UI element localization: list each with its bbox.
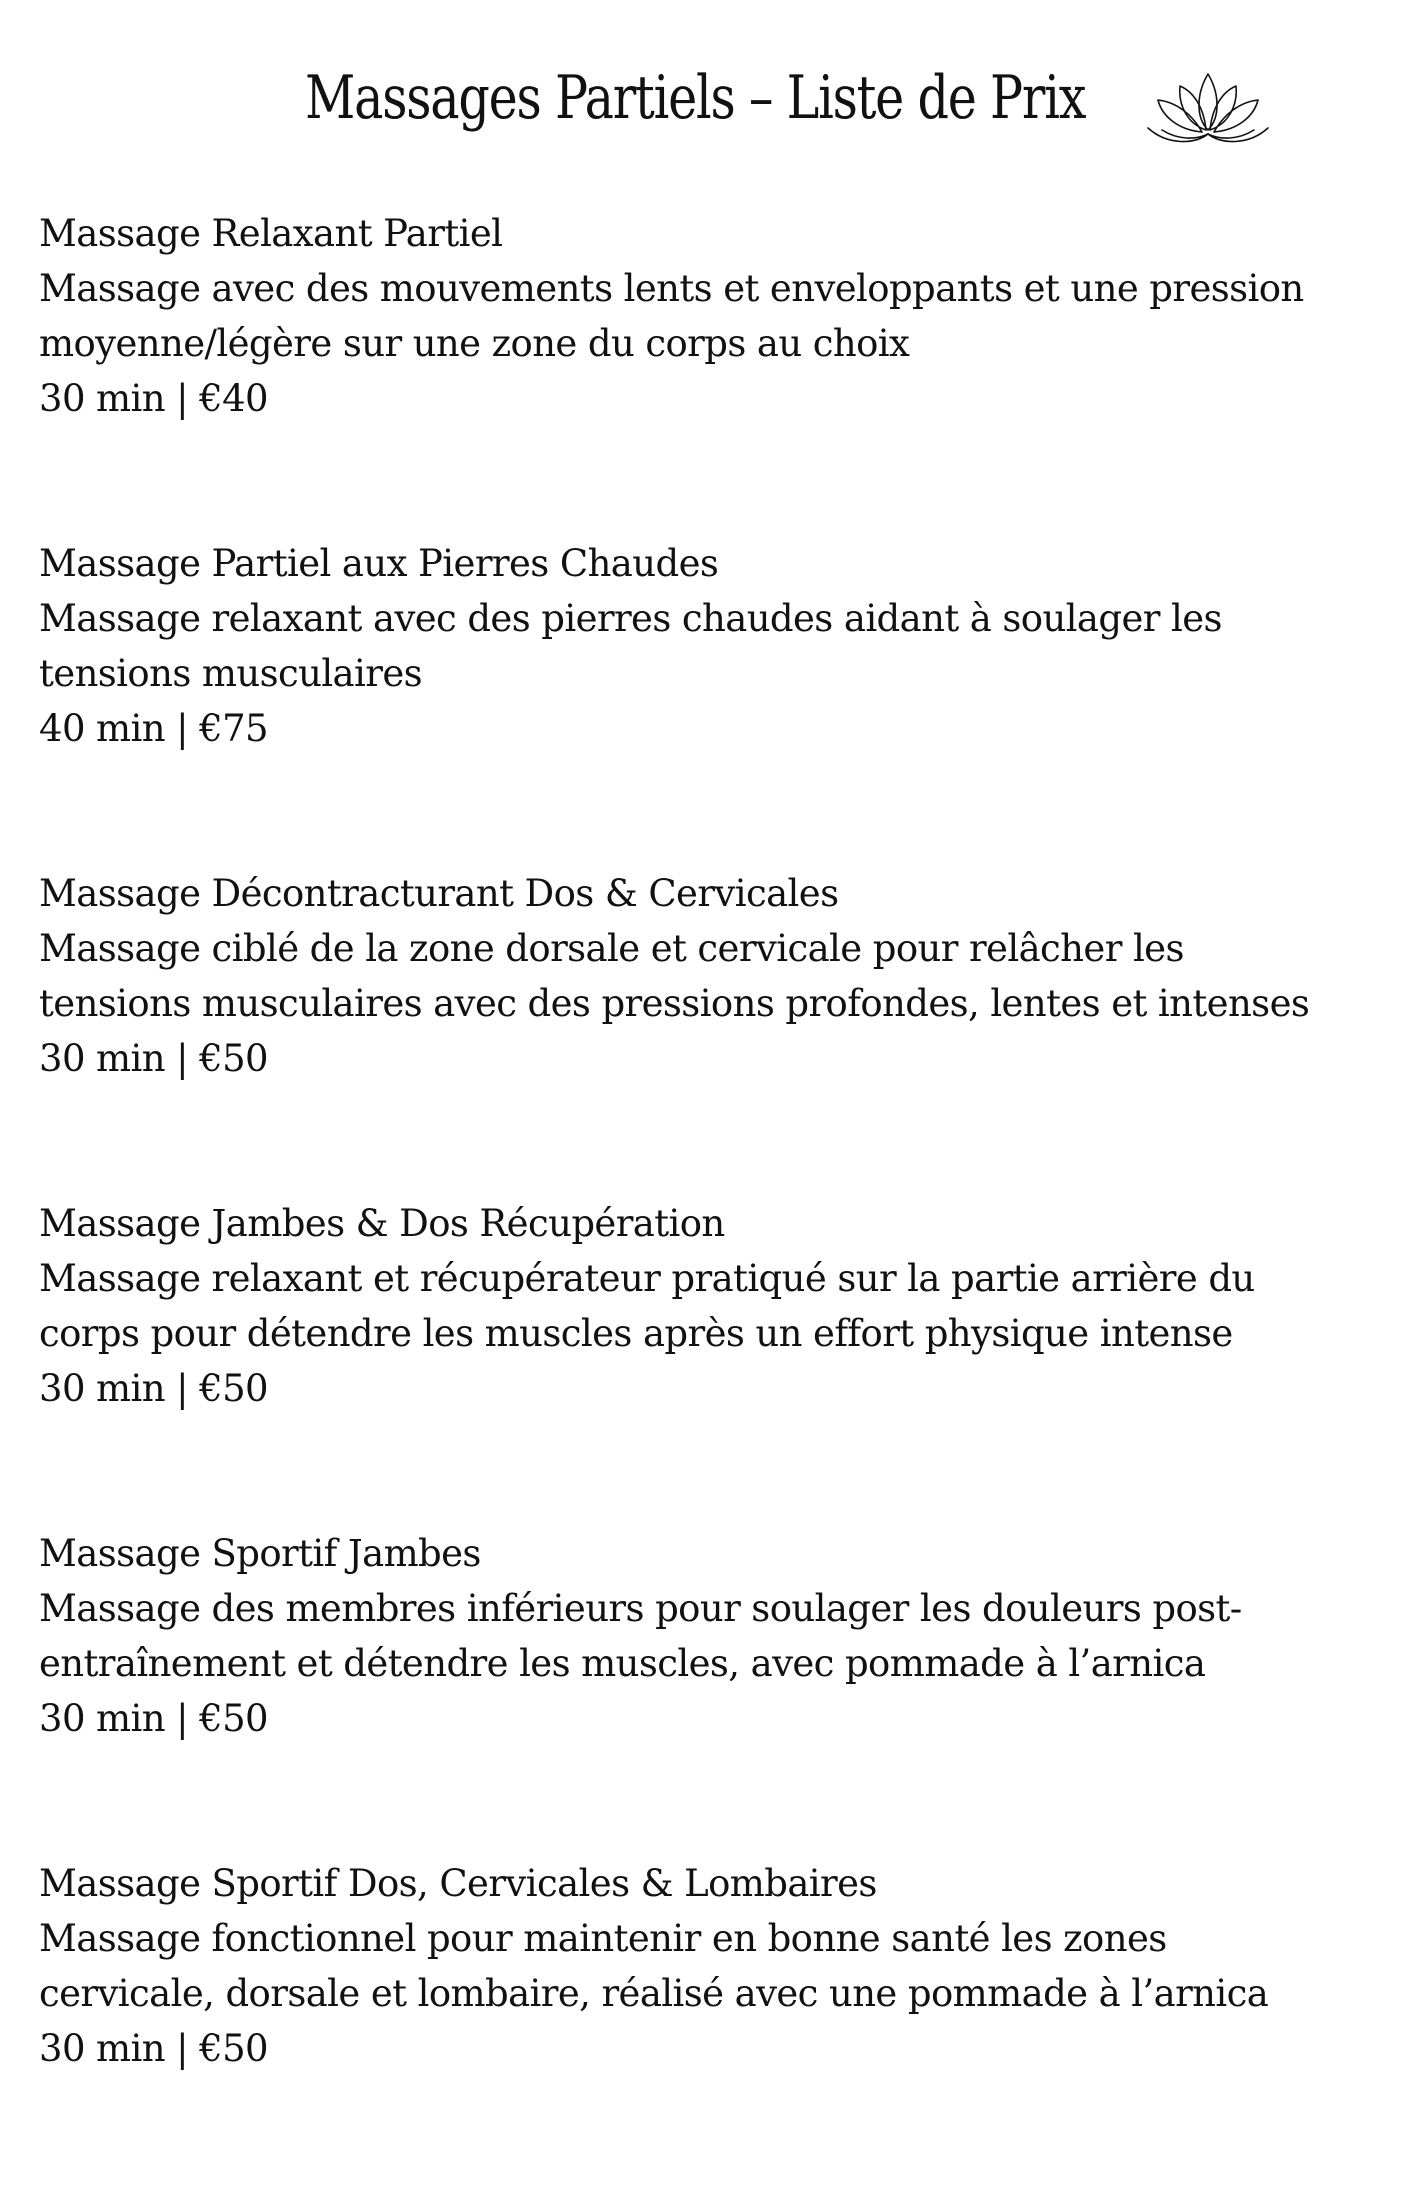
service-name: Massage Sportif Jambes [39, 1532, 481, 1575]
lotus-icon [1142, 60, 1274, 148]
service-price: 40 min | €75 [39, 707, 269, 750]
service-price: 30 min | €50 [39, 1037, 269, 1080]
service-description-line: Massage ciblé de la zone dorsale et cervicale pour relâcher les [39, 927, 1184, 970]
service-item [39, 206, 1379, 426]
service-price: 30 min | €50 [39, 1367, 269, 1410]
service-description-line: Massage relaxant avec des pierres chaudes aidant à soulager les [39, 597, 1222, 640]
service-description-line: tensions musculaires [39, 652, 423, 695]
service-price: 30 min | €40 [39, 377, 269, 420]
service-description-line: Massage fonctionnel pour maintenir en bonne santé les zones [39, 1917, 1167, 1960]
service-name: Massage Relaxant Partiel [39, 212, 503, 255]
service-description-line: Massage relaxant et récupérateur pratiqué sur la partie arrière du [39, 1257, 1255, 1300]
service-item [39, 1196, 1379, 1416]
service-item [39, 866, 1379, 1086]
service-item [39, 536, 1379, 756]
service-price: 30 min | €50 [39, 2027, 269, 2070]
service-description-line: tensions musculaires avec des pressions profondes, lentes et intenses [39, 982, 1310, 1025]
service-description-line: corps pour détendre les muscles après un effort physique intense [39, 1312, 1233, 1355]
service-name: Massage Jambes & Dos Récupération [39, 1202, 725, 1245]
service-description-line: entraînement et détendre les muscles, avec pommade à l’arnica [39, 1642, 1206, 1685]
service-item [39, 1856, 1379, 2076]
service-name: Massage Partiel aux Pierres Chaudes [39, 542, 719, 585]
service-description-line: Massage avec des mouvements lents et enveloppants et une pression [39, 267, 1304, 310]
service-name: Massage Décontracturant Dos & Cervicales [39, 872, 839, 915]
page-header [0, 52, 1414, 152]
service-price: 30 min | €50 [39, 1697, 269, 1740]
page-title: Massages Partiels – Liste de Prix [305, 63, 1086, 133]
service-name: Massage Sportif Dos, Cervicales & Lombaires [39, 1862, 877, 1905]
service-description-line: moyenne/légère sur une zone du corps au choix [39, 322, 910, 365]
service-description-line: cervicale, dorsale et lombaire, réalisé avec une pommade à l’arnica [39, 1972, 1269, 2015]
services-list [39, 206, 1379, 2186]
service-item [39, 1526, 1379, 1746]
service-description-line: Massage des membres inférieurs pour soulager les douleurs post- [39, 1587, 1242, 1630]
